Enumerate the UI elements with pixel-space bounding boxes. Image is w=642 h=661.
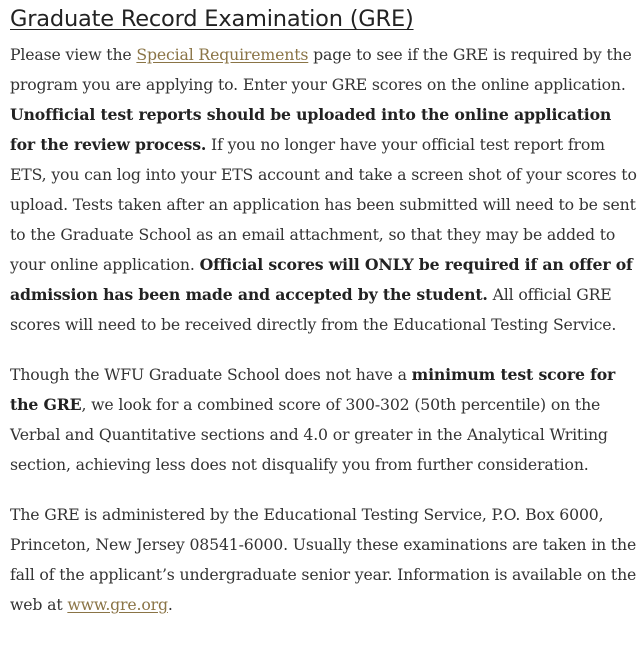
- paragraph-requirements: [10, 40, 638, 340]
- text-run: page to see if the GRE is required by the program you are applying to. Enter your GRE scores on the online application.: [10, 45, 632, 94]
- gre-section: [10, 0, 638, 640]
- bold-official-scores: Official scores will ONLY be required if an offer of admission has been made and accepted by the student.: [10, 255, 633, 304]
- bold-minimum-score: minimum test score for the GRE: [10, 365, 616, 414]
- bold-unofficial-reports: Unofficial test reports should be uploaded into the online application for the review process.: [10, 105, 612, 154]
- gre-website-link[interactable]: www.gre.org: [67, 595, 168, 614]
- text-run: .: [167, 595, 173, 614]
- special-requirements-link[interactable]: Special Requirements: [136, 45, 309, 64]
- text-run: Please view the: [10, 45, 137, 64]
- text-run: , we look for a combined score of 300-302 (50th percentile) on the Verbal and Quantitative sections and 4.0 or greater in the Analytical Writing section, achieving less does not disqualify you from further consideration.: [10, 395, 608, 474]
- text-run: The GRE is administered by the Educational Testing Service, P.O. Box 6000, Princeton, New Jersey 08541-6000. Usually these examinations are taken in the fall of the applicant’s undergraduate senior year. Information is available on the web at: [10, 505, 637, 614]
- text-run: All official GRE scores will need to be received directly from the Educational Testing Service.: [10, 285, 617, 334]
- section-title: Graduate Record Examination (GRE): [10, 6, 414, 32]
- text-run: Though the WFU Graduate School does not have a: [10, 365, 412, 384]
- paragraph-score-guidance: [10, 360, 638, 480]
- paragraph-ets-info: [10, 500, 638, 620]
- text-run: If you no longer have your official test report from ETS, you can log into your ETS account and take a screen shot of your scores to upload. Tests taken after an application has been submitted will need to be sent to the Graduate School as an email attachment, so that they may be added to your online application.: [10, 135, 637, 274]
